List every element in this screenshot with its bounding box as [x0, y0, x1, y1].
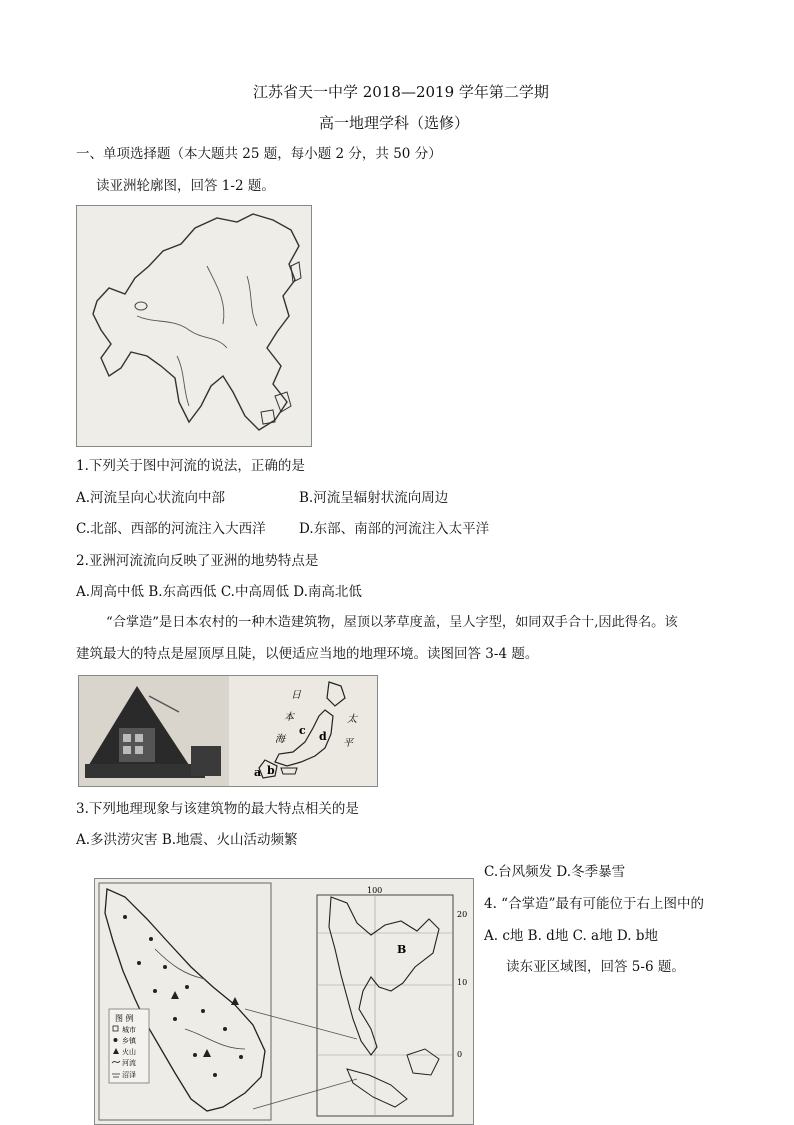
locator-map-frame — [317, 895, 453, 1116]
intro-questions-1-2: 读亚洲轮廓图，回答 1-2 题。 — [96, 178, 275, 194]
borneo-locator-shape — [407, 1049, 439, 1075]
asia-outline-map — [76, 205, 312, 447]
exam-subject: 高一地理学科（选修） — [319, 114, 470, 132]
asia-outline-drawing — [77, 206, 311, 446]
japan-map-point-c: c — [299, 724, 306, 737]
river-line — [155, 949, 205, 979]
latitude-label-20: 20 — [457, 910, 468, 919]
hokkaido-outline — [327, 682, 345, 706]
legend-title: 图 例 — [115, 1014, 134, 1023]
legend-swamp: 沼泽 — [122, 1071, 136, 1079]
gassho-house-and-japan-map — [78, 675, 378, 787]
legend-river: 河流 — [122, 1059, 136, 1067]
volcano-icon — [203, 1049, 211, 1057]
passage-3-4-line-1: “合掌造”是日本农村的一种木造建筑物，屋顶以茅草度盖，呈人字型，如同双手合十,因此得名。该 — [106, 615, 678, 630]
question-1-option-b: B.河流呈辐射状流向周边 — [299, 490, 449, 506]
sumatra-locator-shape — [347, 1069, 407, 1107]
question-3-options-cd: C.台风频发 D.冬季暴雪 — [484, 864, 626, 880]
japan-map-label-ri: 日 — [291, 690, 301, 701]
sumatra-map-drawing — [95, 879, 473, 1124]
intro-questions-5-6: 读东亚区域图，回答 5-6 题。 — [506, 959, 685, 975]
lake-shape — [135, 302, 147, 310]
question-2-stem: 2.亚洲河流流向反映了亚洲的地势特点是 — [76, 553, 319, 569]
river-line — [247, 276, 257, 326]
volcano-icon — [231, 997, 239, 1005]
longitude-label: 100 — [367, 886, 383, 895]
question-2-options: A.周高中低 B.东高西低 C.中高周低 D.南高北低 — [76, 584, 362, 600]
island-shape — [261, 410, 275, 424]
legend-city: 城市 — [122, 1026, 136, 1034]
japan-map-label-tai: 太 — [347, 714, 357, 725]
question-1-option-a: A.河流呈向心状流向中部 — [76, 490, 226, 506]
indochina-coastline — [329, 897, 439, 1055]
legend-town-icon — [114, 1038, 118, 1042]
legend-town: 乡镇 — [122, 1037, 136, 1045]
asia-coastline — [93, 214, 299, 430]
passage-3-4-line-2: 建筑最大的特点是屋顶厚且陡，以便适应当地的地理环境。读图回答 3-4 题。 — [76, 646, 539, 662]
question-1-option-c: C.北部、西部的河流注入大西洋 — [76, 521, 266, 537]
question-1-option-d: D.东部、南部的河流注入太平洋 — [299, 521, 490, 537]
japan-map-label-ping: 平 — [343, 738, 353, 749]
japan-map-point-d: d — [319, 730, 327, 743]
exam-school-term: 江苏省天一中学 2018—2019 学年第二学期 — [253, 83, 549, 101]
japan-map-point-b: b — [267, 764, 275, 777]
legend-volcano: 火山 — [122, 1048, 136, 1056]
question-1-stem: 1.下列关于图中河流的说法，正确的是 — [76, 458, 305, 474]
river-line — [185, 1029, 245, 1049]
sumatra-region-map — [94, 878, 474, 1125]
latitude-label-0: 0 — [457, 1050, 463, 1059]
question-3-options-ab: A.多洪涝灾害 B.地震、火山活动频繁 — [76, 832, 298, 848]
locator-region-b: B — [397, 943, 407, 956]
latitude-label-10: 10 — [457, 978, 468, 987]
shikoku-outline — [281, 768, 297, 774]
section-heading: 一、单项选择题（本大题共 25 题，每小题 2 分，共 50 分） — [76, 146, 442, 162]
japan-map — [79, 676, 377, 786]
river-line — [137, 316, 227, 348]
question-3-stem: 3.下列地理现象与该建筑物的最大特点相关的是 — [76, 801, 359, 817]
question-4-stem: 4. “合掌造”最有可能位于右上图中的 — [484, 896, 704, 912]
volcano-icon — [171, 991, 179, 999]
japan-map-point-a: a — [254, 766, 262, 779]
japan-map-label-ben: 本 — [284, 712, 294, 723]
river-line — [207, 266, 224, 324]
japan-map-label-hai: 海 — [275, 734, 285, 745]
question-4-options: A. c地 B. d地 C. a地 D. b地 — [484, 928, 658, 944]
